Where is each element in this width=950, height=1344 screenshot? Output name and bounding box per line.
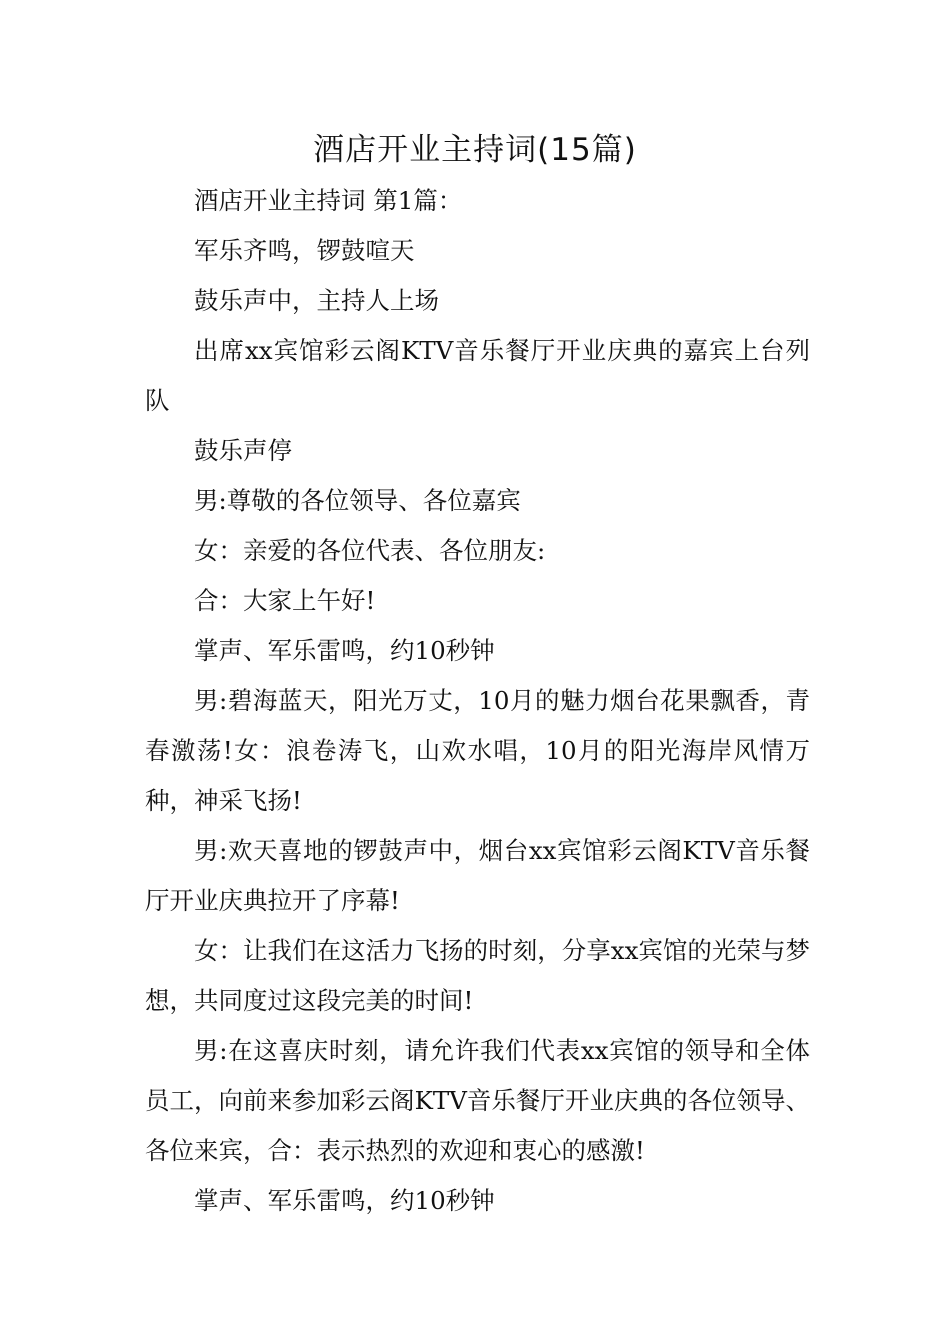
paragraph: 合：大家上午好! [194, 586, 376, 615]
document-title: 酒店开业主持词(15篇) [313, 132, 637, 168]
paragraph: 军乐齐鸣，锣鼓喧天 [194, 236, 415, 265]
paragraph: 掌声、军乐雷鸣，约10秒钟 [194, 1186, 495, 1215]
paragraph-heading: 酒店开业主持词 第1篇： [194, 186, 463, 215]
document-body [145, 176, 810, 1226]
paragraph: 男:碧海蓝天，阳光万丈，10月的魅力烟台花果飘香，青春激荡!女：浪卷涛飞，山欢水唱，10月的阳光海岸风情万种，神采飞扬! [145, 686, 810, 815]
paragraph: 出席xx宾馆彩云阁KTV音乐餐厅开业庆典的嘉宾上台列队 [145, 336, 810, 415]
paragraph: 掌声、军乐雷鸣，约10秒钟 [194, 636, 495, 665]
paragraph: 鼓乐声中，主持人上场 [194, 286, 439, 315]
paragraph: 女：亲爱的各位代表、各位朋友: [194, 536, 546, 565]
paragraph: 男:欢天喜地的锣鼓声中，烟台xx宾馆彩云阁KTV音乐餐厅开业庆典拉开了序幕! [145, 836, 810, 915]
paragraph: 女：让我们在这活力飞扬的时刻，分享xx宾馆的光荣与梦想，共同度过这段完美的时间! [145, 936, 810, 1015]
paragraph: 鼓乐声停 [194, 436, 292, 465]
paragraph: 男:尊敬的各位领导、各位嘉宾 [194, 486, 521, 515]
paragraph: 男:在这喜庆时刻，请允许我们代表xx宾馆的领导和全体员工，向前来参加彩云阁KTV音乐餐厅开业庆典的各位领导、各位来宾，合：表示热烈的欢迎和衷心的感激! [145, 1036, 810, 1165]
